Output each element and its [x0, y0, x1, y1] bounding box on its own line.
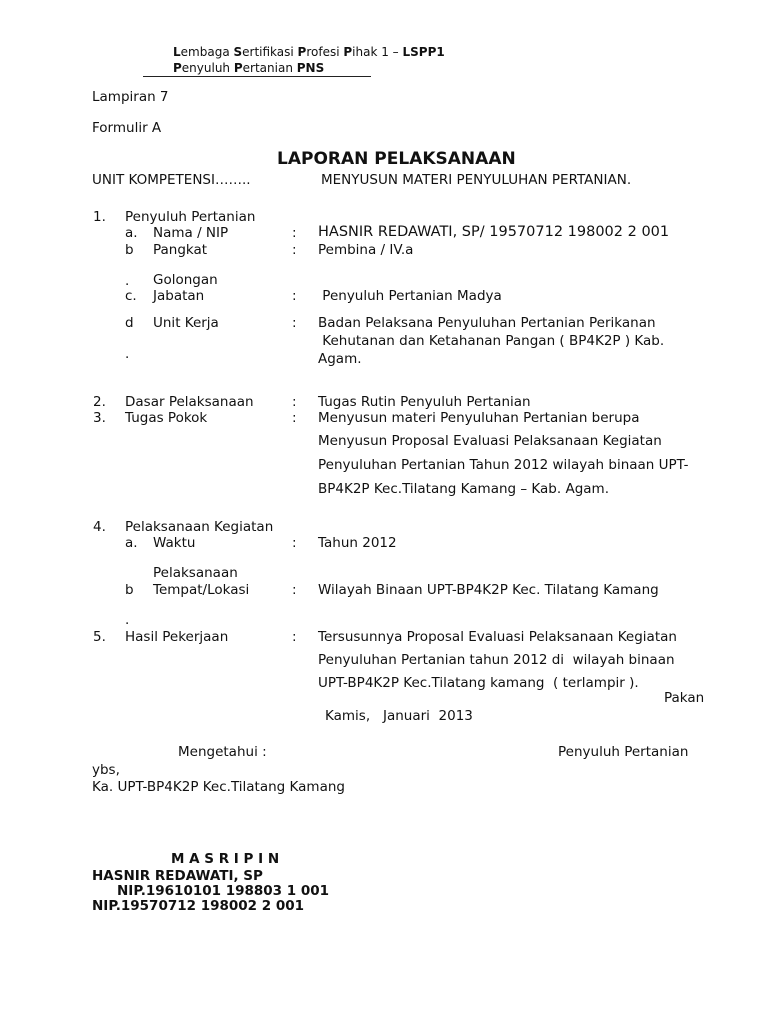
colon: : [292, 410, 297, 426]
colon: : [292, 288, 297, 304]
institution-sub: Penyuluh Pertanian PNS [173, 61, 325, 75]
colon: : [292, 225, 297, 241]
item-label: Nama / NIP [153, 225, 229, 241]
mengetahui-label: Mengetahui : [178, 744, 267, 760]
item-letter: b [125, 582, 134, 598]
header-rule [143, 76, 371, 77]
item-value: Tahun 2012 [318, 535, 397, 551]
page-title: LAPORAN PELAKSANAAN [277, 149, 516, 169]
penyuluh-label: Penyuluh Pertanian [558, 744, 689, 760]
unit-label: UNIT KOMPETENSI…….. [92, 172, 251, 188]
item-label: Dasar Pelaksanaan [125, 394, 254, 410]
ka-upt-label: Ka. UPT-BP4K2P Kec.Tilatang Kamang [92, 779, 345, 795]
item-letter: a. [125, 535, 138, 551]
item-label: Tempat/Lokasi [153, 582, 250, 598]
item-label: Penyuluh Pertanian [125, 209, 256, 225]
colon: : [292, 582, 297, 598]
colon: : [292, 394, 297, 410]
item-value: Penyuluhan Pertanian tahun 2012 di wilayah binaan [318, 652, 675, 668]
colon: : [292, 629, 297, 645]
item-label: Golongan [153, 272, 218, 288]
item-label: Jabatan [153, 288, 205, 304]
item-value: HASNIR REDAWATI, SP/ 19570712 198002 2 001 [318, 224, 670, 240]
item-label: Pangkat [153, 242, 208, 258]
item-value: Penyuluh Pertanian Madya [318, 288, 502, 304]
signer-nip-2: NIP.19570712 198002 2 001 [92, 898, 305, 914]
institution-name: Lembaga Sertifikasi Profesi Pihak 1 – LSPP1 [173, 45, 445, 59]
item-value: Badan Pelaksana Penyuluhan Pertanian Perikanan [318, 315, 656, 331]
item-label: Tugas Pokok [125, 410, 208, 426]
colon: : [292, 242, 297, 258]
item-number: 3. [93, 410, 106, 426]
item-letter: . [125, 273, 130, 289]
item-value: UPT-BP4K2P Kec.Tilatang kamang ( terlampir ). [318, 675, 639, 691]
item-value: Wilayah Binaan UPT-BP4K2P Kec. Tilatang Kamang [318, 582, 659, 598]
item-value: Kehutanan dan Ketahanan Pangan ( BP4K2P ) Kab. [318, 333, 665, 349]
item-value: Penyuluhan Pertanian Tahun 2012 wilayah binaan UPT- [318, 457, 689, 473]
place: Pakan [664, 690, 705, 706]
item-letter: a. [125, 225, 138, 241]
colon: : [292, 535, 297, 551]
item-label: Pelaksanaan [153, 565, 238, 581]
signer-name-1: M A S R I P I N [171, 851, 280, 867]
item-value: Menyusun Proposal Evaluasi Pelaksanaan Kegiatan [318, 433, 662, 449]
colon: : [292, 315, 297, 331]
item-value: Menyusun materi Penyuluhan Pertanian berupa [318, 410, 640, 426]
item-value: Tersusunnya Proposal Evaluasi Pelaksanaan Kegiatan [318, 629, 677, 645]
item-letter: . [125, 612, 130, 628]
item-number: 1. [93, 209, 106, 225]
item-value: Tugas Rutin Penyuluh Pertanian [318, 394, 531, 410]
item-letter: d [125, 315, 134, 331]
unit-value: MENYUSUN MATERI PENYULUHAN PERTANIAN. [321, 172, 632, 188]
item-value: Pembina / IV.a [318, 242, 414, 258]
item-value: BP4K2P Kec.Tilatang Kamang – Kab. Agam. [318, 481, 609, 497]
item-number: 4. [93, 519, 106, 535]
item-letter: . [125, 346, 130, 362]
signer-name-2: HASNIR REDAWATI, SP [92, 868, 263, 884]
signer-nip-1: NIP.19610101 198803 1 001 [117, 883, 330, 899]
lampiran: Lampiran 7 [92, 89, 169, 105]
item-letter: b [125, 242, 134, 258]
item-label: Waktu [153, 535, 196, 551]
formulir: Formulir A [92, 120, 162, 136]
item-number: 5. [93, 629, 106, 645]
item-number: 2. [93, 394, 106, 410]
item-label: Hasil Pekerjaan [125, 629, 229, 645]
ybs-label: ybs, [92, 762, 120, 778]
item-letter: c. [125, 288, 137, 304]
item-value: Agam. [318, 351, 362, 367]
item-label: Pelaksanaan Kegiatan [125, 519, 274, 535]
date: Kamis, Januari 2013 [325, 708, 473, 724]
item-label: Unit Kerja [153, 315, 219, 331]
